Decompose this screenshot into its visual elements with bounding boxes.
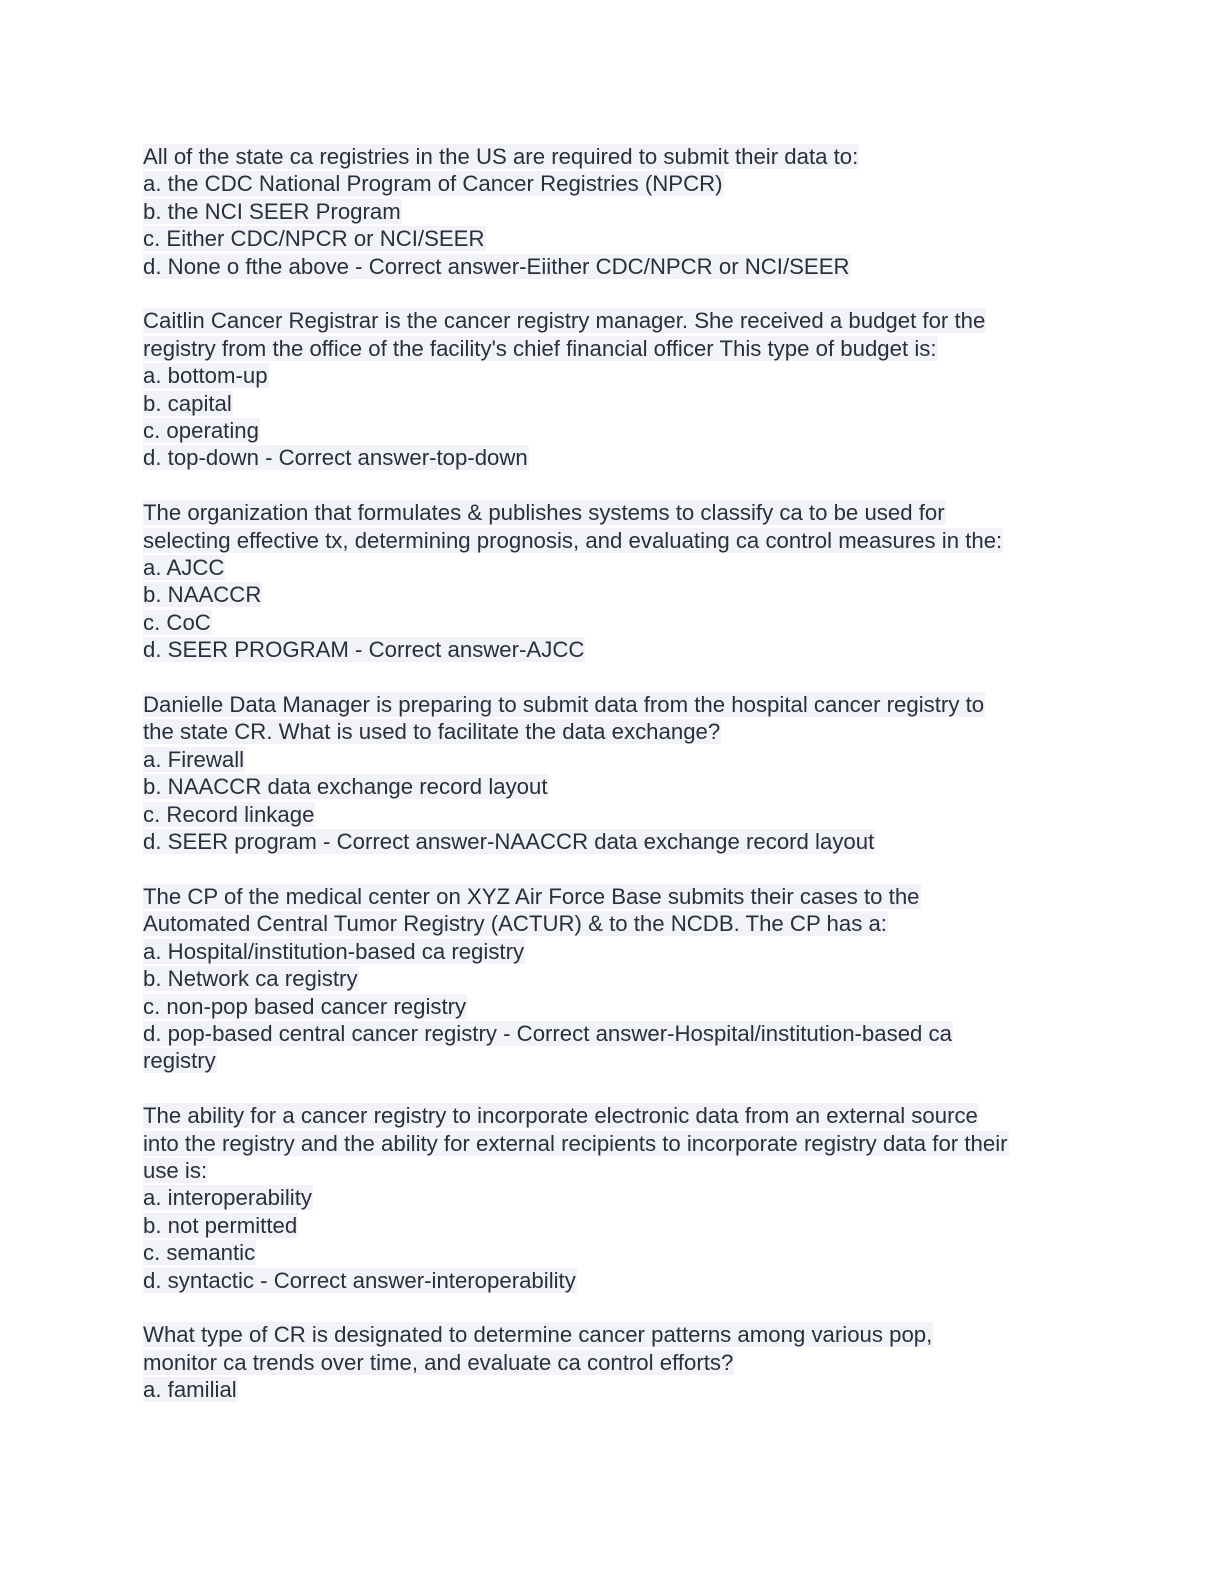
answer-option [143, 965, 1103, 992]
question-line [143, 691, 1103, 718]
question-text: Automated Central Tumor Registry (ACTUR) & to the NCDB. The CP has a: [143, 911, 887, 937]
question-text: the state CR. What is used to facilitate the data exchange? [143, 719, 721, 745]
question-text: The organization that formulates & publishes systems to classify ca to be used for [143, 500, 945, 526]
option-text: a. Hospital/institution-based ca registry [143, 938, 525, 964]
question-line [143, 883, 1103, 910]
question-line [143, 499, 1103, 526]
question-line [143, 910, 1103, 937]
answer-option [143, 938, 1103, 965]
question-line [143, 718, 1103, 745]
answer-option [143, 1184, 1103, 1211]
question-text: What type of CR is designated to determine cancer patterns among various pop, [143, 1322, 933, 1348]
option-text: registry [143, 1048, 216, 1074]
option-text: a. AJCC [143, 555, 225, 581]
question-line [143, 1321, 1103, 1348]
question-line [143, 143, 1103, 170]
answer-option-with-correct-answer [143, 1020, 1103, 1047]
answer-option [143, 773, 1103, 800]
answer-option [143, 993, 1103, 1020]
option-text: d. top-down - Correct answer-top-down [143, 445, 528, 471]
option-text: c. operating [143, 418, 259, 444]
option-text: a. the CDC National Program of Cancer Registries (NPCR) [143, 171, 723, 197]
question-line [143, 1157, 1103, 1184]
question-text: use is: [143, 1157, 208, 1183]
answer-option [143, 554, 1103, 581]
question-line [143, 307, 1103, 334]
answer-option [143, 417, 1103, 444]
option-text: b. NAACCR [143, 582, 262, 608]
answer-option-with-correct-answer [143, 636, 1103, 663]
answer-option [143, 801, 1103, 828]
answer-option [143, 362, 1103, 389]
option-text: b. the NCI SEER Program [143, 198, 401, 224]
answer-option-with-correct-answer [143, 253, 1103, 280]
answer-option-with-correct-answer [143, 444, 1103, 471]
answer-option [143, 1376, 1103, 1403]
option-text: d. syntactic - Correct answer-interoperability [143, 1267, 576, 1293]
question-block-6 [143, 1102, 1103, 1294]
answer-option [143, 390, 1103, 417]
document-content [143, 143, 1103, 1431]
option-text: a. interoperability [143, 1185, 312, 1211]
answer-option [143, 225, 1103, 252]
question-block-5 [143, 883, 1103, 1075]
option-text: a. bottom-up [143, 363, 268, 389]
answer-option [143, 1239, 1103, 1266]
option-text: d. None o fthe above - Correct answer-Eiither CDC/NPCR or NCI/SEER [143, 253, 850, 279]
question-line [143, 1130, 1103, 1157]
question-block-1 [143, 143, 1103, 280]
question-text: monitor ca trends over time, and evaluate ca control efforts? [143, 1349, 734, 1375]
question-text: Caitlin Cancer Registrar is the cancer registry manager. She received a budget for the [143, 308, 986, 334]
question-text: registry from the office of the facility's chief financial officer This type of budget is: [143, 335, 937, 361]
option-text: b. NAACCR data exchange record layout [143, 774, 548, 800]
option-text: d. SEER PROGRAM - Correct answer-AJCC [143, 637, 585, 663]
question-text: The CP of the medical center on XYZ Air Force Base submits their cases to the [143, 883, 920, 909]
question-line [143, 335, 1103, 362]
option-text: a. Firewall [143, 746, 245, 772]
answer-option-with-correct-answer [143, 1267, 1103, 1294]
option-text: d. SEER program - Correct answer-NAACCR data exchange record layout [143, 829, 875, 855]
answer-option [143, 198, 1103, 225]
answer-option [143, 746, 1103, 773]
answer-option-with-correct-answer [143, 828, 1103, 855]
option-text: c. semantic [143, 1240, 256, 1266]
option-text: d. pop-based central cancer registry - Correct answer-Hospital/institution-based ca [143, 1020, 952, 1046]
question-block-2 [143, 307, 1103, 471]
option-text: a. familial [143, 1377, 237, 1403]
answer-option [143, 170, 1103, 197]
question-text: selecting effective tx, determining prognosis, and evaluating ca control measures in the: [143, 527, 1003, 553]
question-text: Danielle Data Manager is preparing to submit data from the hospital cancer registry to [143, 692, 985, 718]
answer-option [143, 581, 1103, 608]
question-text: into the registry and the ability for external recipients to incorporate registry data for their [143, 1130, 1008, 1156]
question-text: The ability for a cancer registry to incorporate electronic data from an external source [143, 1103, 978, 1129]
question-block-3 [143, 499, 1103, 663]
question-block-7 [143, 1321, 1103, 1403]
answer-continuation [143, 1047, 1103, 1074]
option-text: c. CoC [143, 609, 211, 635]
question-text: All of the state ca registries in the US are required to submit their data to: [143, 144, 859, 169]
question-block-4 [143, 691, 1103, 855]
option-text: c. non-pop based cancer registry [143, 993, 467, 1019]
answer-option [143, 609, 1103, 636]
option-text: b. not permitted [143, 1212, 298, 1238]
option-text: b. Network ca registry [143, 966, 358, 992]
question-line [143, 1102, 1103, 1129]
question-line [143, 1349, 1103, 1376]
option-text: b. capital [143, 390, 232, 416]
question-line [143, 527, 1103, 554]
answer-option [143, 1212, 1103, 1239]
option-text: c. Either CDC/NPCR or NCI/SEER [143, 226, 485, 252]
option-text: c. Record linkage [143, 801, 315, 827]
